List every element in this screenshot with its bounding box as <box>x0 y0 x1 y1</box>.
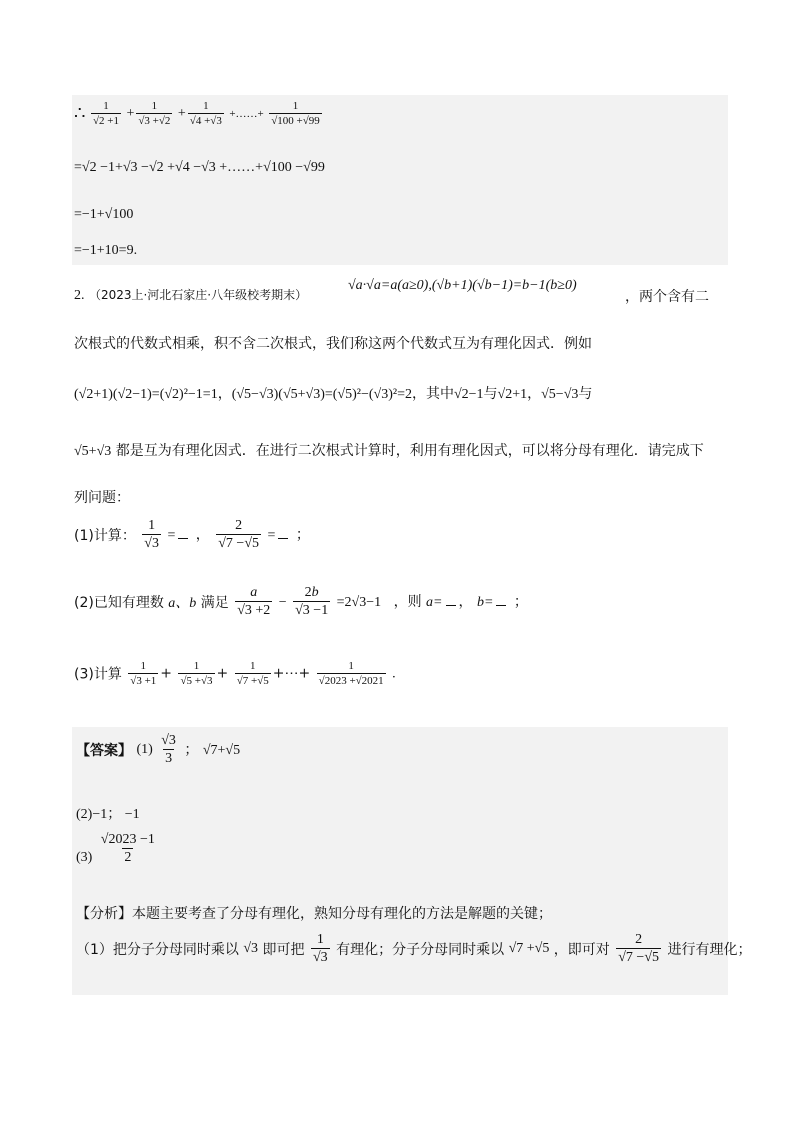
analysis-label: 【分析】 <box>76 906 132 922</box>
part-2-then: ，则 <box>393 594 422 611</box>
fraction-term-2: $\frac{1}{√3 +√2}$ <box>138 100 171 127</box>
analysis-p1-a: （1）把分子分母同时乘以 <box>76 942 239 959</box>
simplify-line: =−1+√100 <box>74 207 134 222</box>
answer-1-second: √7+√5 <box>202 743 241 759</box>
answer-part-1 <box>76 733 240 767</box>
var-b: b= <box>476 595 494 611</box>
part-3-term-3: $\frac{1}{√7 +√5}$ <box>236 660 269 687</box>
var-a: a= <box>426 595 443 611</box>
question-text-3-body: 都是互为有理化因式．在进行二次根式计算时，利用有理化因式，可以将分母有理化．请完成下 <box>115 443 704 459</box>
analysis-part-1: （1）把分子分母同时乘以 √3 即可把 $\frac{1}{√3}$ 有理化；分子分母同时乘以 √7 +√5 ，即可对 $\frac{2}{√7 -√5}$ 进行有理化； <box>76 932 752 966</box>
part-2: (2)已知有理数 a、b 满足 $\frac{a}{√3 +2}$ − $\frac{2b}{√3 -1}$ =2√3−1 ，则 a= ， b= ； <box>74 585 528 619</box>
separator: ， <box>195 528 210 544</box>
analysis-p1-c: 有理化；分子分母同时乘以 <box>336 942 505 959</box>
answer-part-1-prefix: (1) <box>136 742 153 758</box>
fraction-term-3: $\frac{1}{√4 +√3}$ <box>189 100 222 127</box>
answer-part-3 <box>76 832 159 866</box>
part-2-mid: 满足 <box>200 595 229 612</box>
question-source: （2023上·河北石家庄·八年级校考期末） <box>88 288 308 302</box>
answer-part-2: (2)−1； −1 <box>76 807 140 822</box>
part-2-label: (2)已知有理数 <box>74 595 164 612</box>
example-line: (√2+1)(√2−1)=(√2)²−1=1，(√5−√3)(√5+√3)=(√5)²−(√3)²=2，其中√2−1与√2+1，√5−√3与 <box>74 387 593 402</box>
part-3-label: (3)计算 <box>74 666 122 683</box>
analysis-fraction-b: $\frac{2}{√7 -√5}$ <box>618 932 659 966</box>
conjugate-expression: √5+√3 <box>74 444 112 459</box>
part-end: . <box>392 666 396 682</box>
part-2-fraction-a: $\frac{a}{√3 +2}$ <box>237 585 271 619</box>
fraction-term-last: $\frac{1}{√100 +√99}$ <box>271 100 320 127</box>
analysis-text: 本题主要考查了分母有理化，熟知分母有理化的方法是解题的关键； <box>132 906 552 922</box>
answer-1-fraction: $\frac{√3}{3}$ <box>161 733 176 767</box>
answer-blank <box>496 605 506 606</box>
part-end: ； <box>513 594 528 611</box>
question-text-3 <box>74 440 704 460</box>
expansion-line: =√2 −1+√3 −√2 +√4 −√3 +……+√100 −√99 <box>74 160 325 175</box>
therefore-symbol: ∴ <box>74 103 86 124</box>
answer-blank <box>178 538 188 539</box>
analysis-p1-d: ，即可对 <box>553 942 610 959</box>
question-text-4: 列问题： <box>74 490 130 506</box>
answer-label: 【答案】 <box>76 743 132 760</box>
part-1-fraction-a: $\frac{1}{√3}$ <box>144 518 159 552</box>
part-3-term-1: $\frac{1}{√3 +1}$ <box>130 660 157 687</box>
analysis-p1-e: 进行有理化； <box>667 942 752 959</box>
question-2-header <box>74 286 307 304</box>
sum-line: ∴ $\frac{1}{√2 +1}$ + $\frac{1}{√3 +√2}$ + $\frac{1}{√4 +√3}$ +……+ $\frac{1}{√100 +√99}$ <box>74 100 320 127</box>
definition-formula: √a·√a=a(a≥0),(√b+1)(√b−1)=b−1(b≥0) <box>348 278 577 293</box>
analysis-fraction-a: $\frac{1}{√3}$ <box>312 932 328 966</box>
part-3: (3)计算 $\frac{1}{√3 +1}$ + $\frac{1}{√5 +√3}$ + $\frac{1}{√7 +√5}$ +⋯+ $\frac{1}{√2023 +√2021}$ . <box>74 660 396 687</box>
fraction-term-1: $\frac{1}{√2 +1}$ <box>92 100 119 127</box>
answer-part-3-prefix: (3) <box>76 850 93 866</box>
analysis-p1-b: 即可把 <box>262 942 305 959</box>
part-1-label: (1)计算： <box>74 528 136 545</box>
ellipsis: +……+ <box>229 107 264 120</box>
part-2-rhs: =2√3−1 <box>336 595 382 611</box>
answer-blank <box>446 605 456 606</box>
answer-blank <box>278 538 288 539</box>
part-1: (1)计算： $\frac{1}{√3}$ = ， $\frac{2}{√7 -√5}$ = ； <box>74 518 310 552</box>
part-1-fraction-b: $\frac{2}{√7 -√5}$ <box>218 518 260 552</box>
part-2-vars: a、b <box>168 596 197 612</box>
answer-3-fraction: $\frac{√2023 -1}{2}$ <box>100 832 155 866</box>
separator: ； <box>184 743 199 759</box>
analysis-line <box>76 903 552 923</box>
question-text-2: 次根式的代数式相乘，积不含二次根式，我们称这两个代数式互为有理化因式．例如 <box>74 336 592 352</box>
part-3-term-last: $\frac{1}{√2023 +√2021}$ <box>318 660 384 687</box>
part-2-fraction-b: $\frac{2b}{√3 -1}$ <box>295 585 329 619</box>
part-end: ； <box>295 527 310 544</box>
question-number: 2. <box>74 288 85 303</box>
question-text-1: ，两个含有二 <box>625 289 709 305</box>
part-3-term-2: $\frac{1}{√5 +√3}$ <box>180 660 213 687</box>
result-line: =−1+10=9. <box>74 243 138 258</box>
